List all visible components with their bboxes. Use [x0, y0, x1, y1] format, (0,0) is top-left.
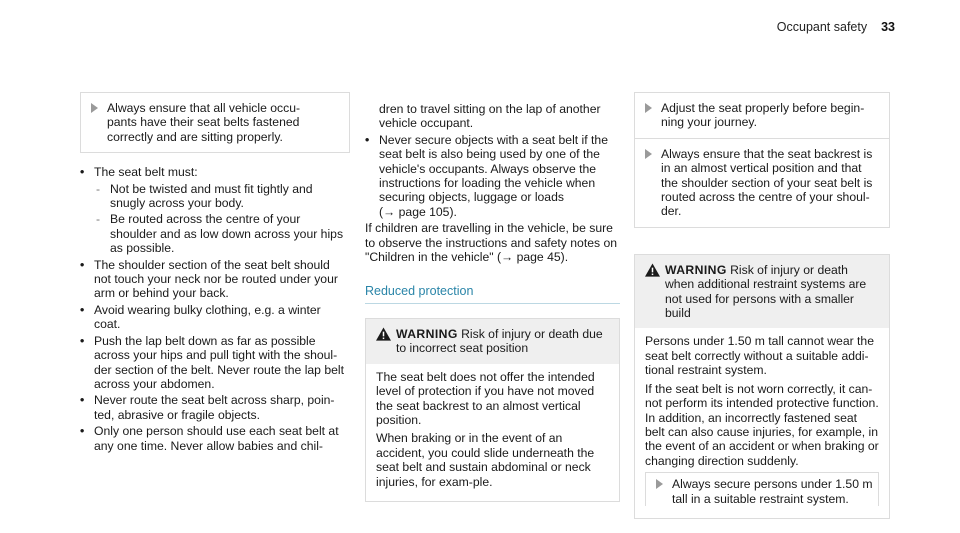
tip-text: Always ensure that the seat backrest is in an almost vertical position and that the shoulder section of your seat belt is routed across the centre of your shoul-der.: [661, 146, 873, 219]
tip-text: Always ensure that all vehicle occu- pants have their seat belts fastened correctly and are sitting properly.: [107, 101, 301, 144]
column-1: [80, 92, 350, 455]
tip-box: [634, 138, 890, 228]
warning-box: [365, 318, 620, 502]
column-3: [634, 92, 890, 519]
page-reference-link[interactable]: (→ page 105).: [379, 204, 457, 219]
warning-header: [366, 319, 619, 364]
play-arrow-icon: [91, 103, 98, 113]
sub-list-item: - Not be twisted and must fit tightly and snugly across your body.: [94, 182, 350, 211]
section-subheading: Reduced protection: [365, 284, 620, 303]
list-item: • The shoulder section of the seat belt should not touch your neck nor be routed under your arm or behind your back.: [80, 258, 350, 301]
section-title: Occupant safety: [776, 20, 868, 34]
bullet-list: [80, 165, 350, 453]
list-item: • Avoid wearing bulky clothing, e.g. a winter coat.: [80, 303, 350, 332]
warning-triangle-icon: [645, 263, 660, 277]
tip-box: [80, 92, 350, 153]
sub-list: [94, 182, 350, 256]
tip-box: [645, 472, 879, 506]
column-2: [365, 102, 620, 502]
warning-paragraph: When braking or in the event of an accident, you could slide underneath the seat belt and sustain abdominal or neck injuries, for exam-ple.: [376, 431, 595, 489]
list-item: • Only one person should use each seat belt at any one time. Never allow babies and chil-: [80, 424, 350, 453]
warning-body: [366, 364, 619, 501]
paragraph: If children are travelling in the vehicle, be sure to observe the instructions and safety notes on "Children in the vehicle" (→ page 45).: [365, 221, 618, 265]
list-item: • Never route the seat belt across sharp, poin-ted, abrasive or fragile objects.: [80, 393, 350, 422]
page-header: [777, 20, 895, 34]
tip-text: Adjust the seat properly before begin-ning your journey.: [661, 101, 865, 130]
warning-paragraph: Persons under 1.50 m tall cannot wear the seat belt correctly without a suitable addi-tional restraint system.: [645, 334, 874, 378]
warning-body: [635, 328, 889, 517]
warning-header: [635, 255, 889, 329]
continued-text: dren to travel sitting on the lap of another vehicle occupant.: [379, 102, 601, 131]
warning-title: Risk of injury or death due to incorrect seat position: [396, 326, 603, 356]
sub-list-item: - Be routed across the centre of your shoulder and as low down across your hips as possible.: [94, 212, 350, 255]
tip-text: Always secure persons under 1.50 m tall in a suitable restraint system.: [672, 477, 873, 506]
warning-paragraph: If the seat belt is not worn correctly, it can-not perform its intended protective function. In addition, an incorrectly fastened seat belt can also cause injuries, for example, in the event of an accident or when braking or changing direction suddenly.: [645, 381, 879, 468]
play-arrow-icon: [656, 479, 663, 489]
warning-triangle-icon: [376, 327, 391, 341]
warning-label: WARNING: [396, 326, 458, 341]
warning-box: [634, 254, 890, 519]
warning-paragraph: The seat belt does not offer the intended level of protection if you have not moved the seat backrest to an almost vertical position.: [376, 369, 595, 427]
play-arrow-icon: [645, 149, 652, 159]
tip-box: [634, 92, 890, 138]
play-arrow-icon: [645, 103, 652, 113]
bullet-list: [365, 133, 620, 219]
page-number: 33: [881, 20, 895, 34]
list-item: • Never secure objects with a seat belt if the seat belt is also being used by one of the vehicle's occupants. Always observe the instructions for loading the vehicle when securing objects, luggage or loads (→ page 105).: [365, 133, 620, 219]
list-item: • Push the lap belt down as far as possible across your hips and pull tight with the shoul-der section of the belt. Never route the lap belt across your abdomen.: [80, 334, 350, 392]
list-item: • The seat belt must: - Not be twisted and must fit tightly and snugly across your body. - Be routed across the centre of your shoulder and as low down across your hips as possible.: [80, 165, 350, 255]
warning-title: Risk of injury or death when additional restraint systems are not used for persons with a smaller build: [665, 262, 867, 321]
warning-label: WARNING: [665, 262, 727, 277]
